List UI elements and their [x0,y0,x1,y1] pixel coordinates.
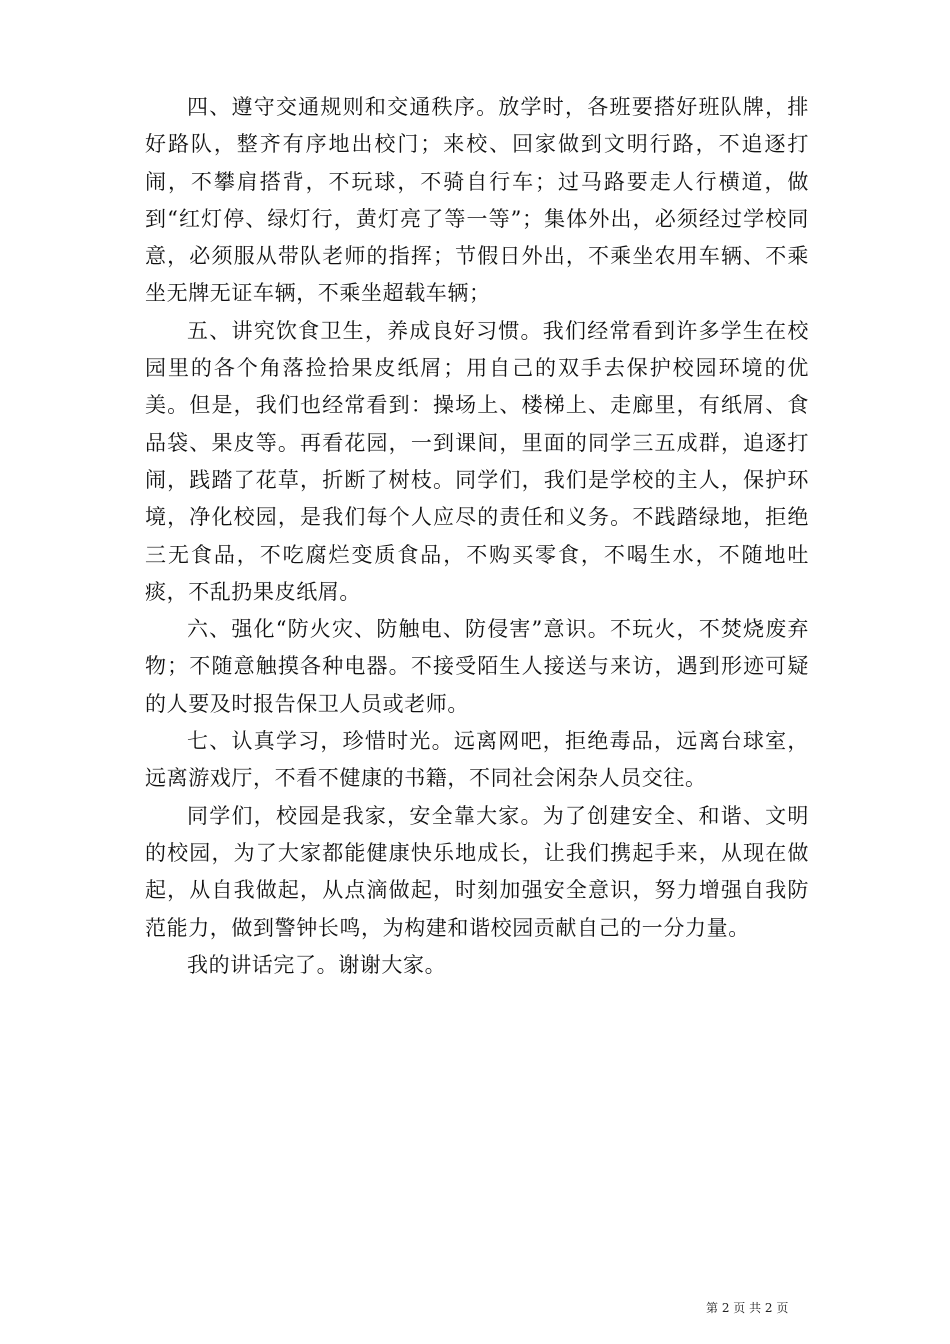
paragraph-closing: 我的讲话完了。谢谢大家。 [187,952,447,977]
page-number-footer: 第 2 页 共 2 页 [706,1301,789,1315]
document-body [145,89,809,984]
paragraph-traffic-rules: 四、遵守交通规则和交通秩序。放学时，各班要搭好班队牌，排好路队，整齐有序地出校门；来校、回家做到文明行路，不追逐打闹，不攀肩搭背，不玩球，不骑自行车；过马路要走人行横道，做到“红灯停、绿灯行，黄灯亮了等一等”；集体外出，必须经过学校同意，必须服从带队老师的指挥；节假日外出，不乘坐农用车辆、不乘坐无牌无证车辆，不乘坐超载车辆； [145,95,809,306]
paragraph-food-hygiene: 五、讲究饮食卫生，养成良好习惯。我们经常看到许多学生在校园里的各个角落捡拾果皮纸屑；用自己的双手去保护校园环境的优美。但是，我们也经常看到：操场上、楼梯上、走廊里，有纸屑、食品袋、果皮等。再看花园，一到课间，里面的同学三五成群，追逐打闹，践踏了花草，折断了树枝。同学们，我们是学校的主人，保护环境，净化校园，是我们每个人应尽的责任和义务。不践踏绿地，拒绝三无食品，不吃腐烂变质食品，不购买零食，不喝生水，不随地吐痰，不乱扔果皮纸屑。 [145,318,809,604]
paragraph-appeal: 同学们，校园是我家，安全靠大家。为了创建安全、和谐、文明的校园，为了大家都能健康快乐地成长，让我们携起手来，从现在做起，从自我做起，从点滴做起，时刻加强安全意识，努力增强自我防范能力，做到警钟长鸣，为构建和谐校园贡献自己的一分力量。 [145,803,809,940]
paragraph-study: 七、认真学习，珍惜时光。远离网吧，拒绝毒品，远离台球室，远离游戏厅，不看不健康的书籍，不同社会闲杂人员交往。 [145,729,809,791]
paragraph-fire-safety: 六、强化“防火灾、防触电、防侵害”意识。不玩火，不焚烧废弃物；不随意触摸各种电器。不接受陌生人接送与来访，遇到形迹可疑的人要及时报告保卫人员或老师。 [145,617,809,716]
